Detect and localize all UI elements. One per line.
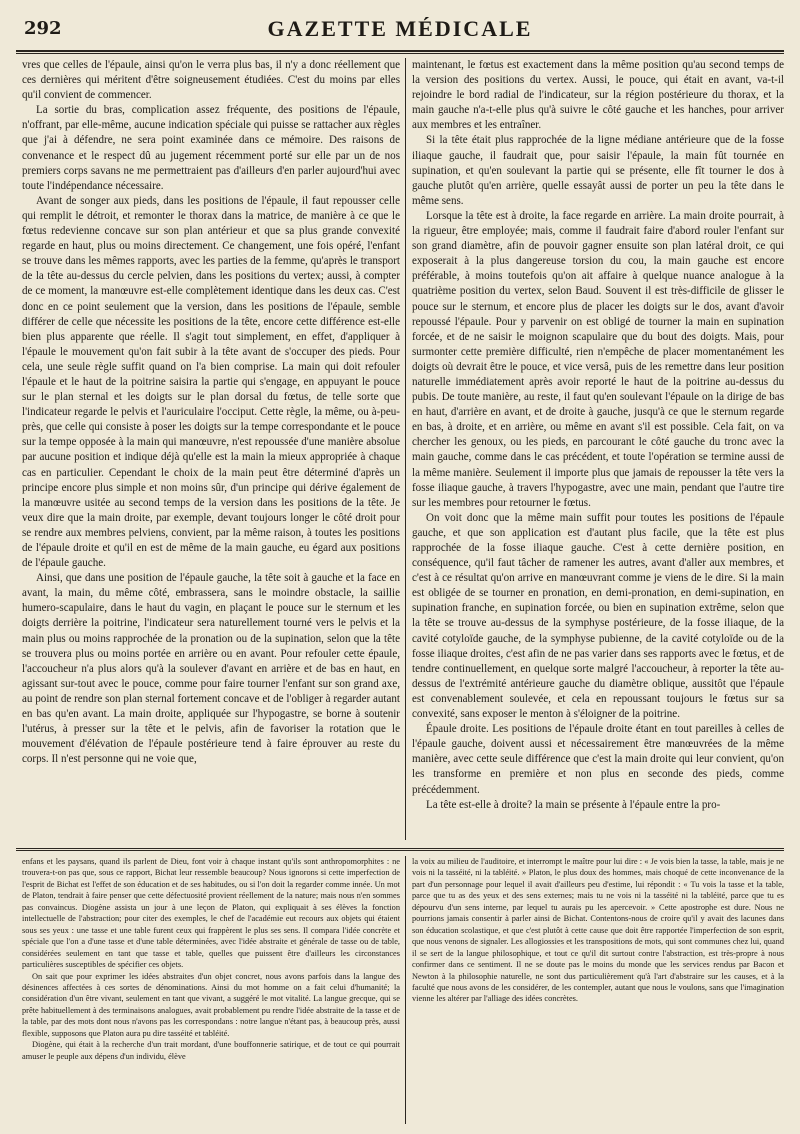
paragraph: La sortie du bras, complication assez fréquente, des positions de l'épaule, n'offrant, par elle-même, aucune indication spéciale qui puisse se rattacher aux règles que j'ai à défendre, ne sera point examinée dans ce mémoire. Des raisons de convenance et le respect dû au jugement récemment porté sur elle par un de nos premiers corps savans ne me permettraient pas d'ailleurs d'en parler aujourd'hui avec toute l'indépendance nécessaire. [22, 104, 400, 192]
paragraph: On voit donc que la même main suffit pour toutes les positions de l'épaule gauche, et que son application est d'autant plus facile, que la tête est plus rapprochée de la fosse iliaque gauche. C'est à cette dernière position, en conséquence, qu'il faut tâcher de ramener les autres, avant d'aller aux membres, et c'est à ce résultat qu'on arrive en manœuvrant comme je viens de le dire. Si la main est obligée de se tourner en pronation, en demi-pronation, en demi-supination, en supination franche, en supination forcée, ou bien en supination extrême, selon que la tête se trouve au-dessus de la symphyse postérieure, de la fosse iliaque, de la cavité cotyloïde gauche, de la symphyse pubienne, de la cavité cotyloïde ou de la fosse iliaque droites, c'est afin de ne pas varier dans ses rapports avec le fœtus, et de tendre continuellement, en quelque sorte malgré l'accoucheur, à reporter la tête au-dessus de l'extrémité antérieure gauche du diamètre oblique, aussitôt que l'épaule est convenablement soulevée, et cela en repoussant toujours le fœtus sur sa convexité, sans exposer le menton à s'éloigner de la poitrine. [412, 511, 784, 721]
paragraph: Ainsi, que dans une position de l'épaule gauche, la tête soit à gauche et la face en avant, la main, du même côté, embrassera, sans le moindre obstacle, la saillie humero-scapulaire, dans le haut du vagin, en plaçant le pouce sur le sternum et les doigts derrière la poitrine, l'indicateur sera naturellement tourné vers le pelvis et la main plus ou moins rapprochée de la pronation ou de la supination, selon que la tête se trouvera plus ou moins portée en arrière ou en avant. Pour refouler cette épaule, l'accoucheur n'a plus alors qu'à la soulever d'avant en arrière et de bas en haut, en agissant sur-tout avec le pouce, comme pour faire tourner l'enfant sur son grand axe, au point de rendre son plan sternal fortement concave et de l'obliger à regarder autant en bas qu'en avant. La main droite, appliquée sur l'hypogastre, se borne à soutenir l'utérus, à presser sur la tête et le pelvis, afin de favoriser la rotation que le mouvement d'élévation de l'épaule postérieure tend à faire éprouver au reste du corps. Il n'est personne qui ne voie que, [22, 572, 400, 766]
feuilleton-column-right [412, 856, 784, 1128]
page-number: 292 [24, 18, 62, 39]
paragraph: Lorsque la tête est à droite, la face regarde en arrière. La main droite pourrait, à la rigueur, être employée; mais, comme il faudrait faire d'abord rouler l'enfant sur son grand diamètre, afin de pouvoir gagner ensuite son plan latéral droit, ce qui exposerait à la plus dangereuse torsion du cou, la main gauche est encore préférable, à moins toutefois qu'on ait affaire à quelque nuance analogue à la quatrième position du vertex, selon Baud. Souvent il est très-difficile de glisser le pouce sur le sternum, et encore plus de placer les doigts sur le dos, avant d'avoir repoussé l'épaule. Pour y parvenir on est obligé de tourner la main en supination forcée, et de ne saisir le moignon scapulaire que du bout des doigts. Mais, pour surmonter cette première difficulté, rien n'empêche de placer momentanément les doigts où devrait être le pouce, et vice versâ, puis de les remettre dans leur position naturelle immédiatement après avoir reporté le haut de la poitrine au-dessus du pubis. De toute manière, au reste, il faut qu'en soulevant l'épaule on la dirige de bas en haut, d'arrière en avant, et de droite à gauche, jusqu'à ce que le sternum regarde en bas, à droite, et en arrière, ou même en avant s'il est possible. Cela fait, on va chercher les genoux, ou les pieds, en parcourant le côté gauche du tronc avec la main gauche, comme dans le cas précédent, et toute l'opération se termine aussi de la même manière. Seulement il importe plus que jamais de repousser la tête vers la fosse iliaque gauche, à travers l'hypogastre, avec une main, pendant que l'autre tire sur les membres pour retourner le fœtus. [412, 209, 784, 509]
journal-title: GAZETTE MÉDICALE [267, 16, 533, 41]
header-rule [16, 50, 784, 54]
paragraph: On sait que pour exprimer les idées abstraites d'un objet concret, nous avons parfois dans la langue des désinences affectées à ces sortes de dénominations. Ainsi du mot homme on a fait celui d'humanité; la considération d'un être vivant, seulement en tant que vivant, a suggéré le mot vitalité. La langue grecque, qui se prête habituellement à des terminaisons analogues, avait probablement pu rendre l'idée abstraite de la tasse et de la table, par des mots dont nous n'avons pas les correspondans : notre langue n'étant pas, à beaucoup près, aussi flexible, supposons que Platon aura pu dire tasséité et tabléité. [22, 971, 400, 1038]
paragraph: Avant de songer aux pieds, dans les positions de l'épaule, il faut repousser celle qui remplit le détroit, et remonter le thorax dans la matrice, de manière à ce que le fœtus redevienne concave sur son plan antérieur et que sa plus grande convexité regarde en haut, plus ou moins directement. Ce changement, une fois opéré, l'enfant se trouve dans les mêmes rapports, avec les parties de la femme, qu'après le transport de la tête au-dessus du cercle pelvien, dans les positions du vertex; aussi, à compter de ce moment, la manœuvre est-elle complètement identique dans les deux cas. C'est donc en ce point seulement que la version, dans les positions de l'épaule, semble différer de celle que nécessite les positions de la tête, encore cette différence est-elle bien plus apparente que réelle. Il s'agit tout simplement, en effet, d'appliquer à l'épaule le mouvement qu'on fait subir à la tête avant de s'occuper des pieds. Pour cela, une seule règle suffit quand on l'a bien comprise. La main qui doit refouler l'épaule et le haut de la poitrine saisira la partie qui s'engage, en appuyant le pouce sur le plan sternal et les doigts sur le plan dorsal du fœtus, de telle sorte que l'indicateur regarde le pelvis et l'auriculaire l'occiput. Cette règle, la même, ou à-peu-près, que celle qui consiste à poser les doigts sur la tempe correspondante et le pouce sur la tempe opposée à la main qui manœuvre, n'est repoussée d'une manière absolue par aucune position et indique déjà qu'elle est la main la mieux appropriée à chaque cas en particulier. Cependant le choix de la main peut être déterminé d'après un principe encore plus simple et non moins sûr, d'un principe qui dérive également de la manœuvre usitée au second temps de la version dans les positions de la tête. Je veux dire que la main droite, par exemple, devant toujours longer le côté droit pour se rendre aux membres pelviens, convient, par la même raison, à toutes les positions de l'épaule droite et qu'il en est de même de la main gauche, eu égard aux positions de l'épaule gauche. [22, 194, 400, 570]
page-header [8, 6, 792, 50]
paragraph: La tête est-elle à droite? la main se présente à l'épaule entre la pro- [426, 798, 721, 811]
article-column-left [22, 58, 400, 842]
paragraph: enfans et les paysans, quand ils parlent de Dieu, font voir à chaque instant qu'ils sont anthropomorphites : ne trouvera-t-on pas que, sous ce rapport, Bichat leur ressemble beaucoup? Nous ignorons si cette imperfection de l'esprit de Bichat est l'effet de son éducation et de ses habitudes, ou si l'on doit la regarder comme innée. Un mot de Platon, tendrait à faire penser que cette défectuosité provient réellement de la nature; mais nous n'en sommes pas convaincus. Diogène assista un jour à une leçon de Platon, qui expliquait à ses élèves la fonction intellectuelle de l'abstraction; pour citer des exemples, le chef de l'académie eut recours aux objets qui étaient sous ses yeux : une tasse et une table furent ceux qui frappèrent le plus ses sens. Il compara l'idée concrète et spéciale que l'on a d'une tasse et d'une table déterminées, avec l'idée abstraite et générale de tasse ou de table, considérées seulement en tant que tasse et table, quelles que puissent être d'ailleurs les circonstances particulières susceptibles de spécifier ces objets. [22, 857, 400, 970]
paragraph: vres que celles de l'épaule, ainsi qu'on le verra plus bas, il n'y a donc réellement que ces dernières qui méritent d'être soigneusement étudiées. C'est du moins par elles qu'il convient de commencer. [22, 59, 400, 102]
feuilleton-divider [16, 848, 784, 851]
article-column-right [412, 58, 784, 842]
paragraph: Si la tête était plus rapprochée de la ligne médiane antérieure que de la fosse iliaque gauche, il faudrait que, pour saisir l'épaule, la main fût tournée en supination, et qu'en soulevant la partie qui se présente, elle fît tourner le dos à gauche plutôt qu'en arrière, quelle essayât aussi de porter un peu la tête dans le même sens. [412, 134, 784, 207]
feuilleton-column-left [22, 856, 400, 1128]
paragraph: maintenant, le fœtus est exactement dans la même position qu'au second temps de la version des positions du vertex. Aussi, le pouce, qui était en avant, va-t-il rejoindre le bord radial de l'indicateur, sur la région postérieure du thorax, et la main gauche n'a-t-elle plus qu'à suivre le côté gauche et les hanches, pour arriver aux membres et les entraîner. [412, 59, 784, 132]
column-divider [405, 58, 406, 840]
column-divider [405, 856, 406, 1124]
paragraph: la voix au milieu de l'auditoire, et interrompt le maître pour lui dire : « Je vois bien la tasse, la table, mais je ne vois ni la tasséité, ni la tabléité. » Platon, le plus doux des hommes, mais choqué de cette inconvenance de la part d'un personnage pour lequel il avait d'ailleurs peu d'estime, lui répondit : « Tu vois la tasse et la table, parce que tu as des yeux et des sens externes; mais tu ne vois ni la tasséité ni la tabléité, parce que tu es dépourvu d'un sens interne, par lequel tu aurais pu les apercevoir. » Cette apostrophe est dure. Nous ne pourrions jamais consentir à parler ainsi de Bichat. Contentons-nous de croire qu'il y avait des lacunes dans son éducation scolastique, et que c'est plutôt à cette cause que doit être rapportée l'imperfection de son esprit, que nous venons de signaler. Les allogiossies et les transpositions de mots, qui sont communes chez lui, quand il se sert de la langue philosophique, et tout ce qu'il dit surtout contre l'abstraction, est très-propre à nous confirmer dans ce sentiment. Il ne se doute pas le moins du monde que les services rendus par Bacon et Newton à la philosophie naturelle, ne sont dus particulièrement qu'à l'art d'abstraire sur les causes, et à la faculté que nous avons de les considérer, de les contempler, autant que nous le voulons, sans que l'imagination vienne les altérer par l'alliage des idées concrètes. [412, 857, 784, 1004]
paragraph: Épaule droite. Les positions de l'épaule droite étant en tout pareilles à celles de l'épaule gauche, doivent aussi et nécessairement être manœuvrées de la même manière, avec cette seule différence que c'est la main droite qui leur convient, qu'on les transforme en première et non plus en seconde des pieds, comme précédemment. [412, 723, 784, 796]
paragraph: Diogène, qui était à la recherche d'un trait mordant, d'une bouffonnerie satirique, et de tout ce qui pourrait amuser le peuple aux dépens d'un individu, élève [22, 1040, 400, 1061]
newspaper-page [8, 6, 792, 1128]
